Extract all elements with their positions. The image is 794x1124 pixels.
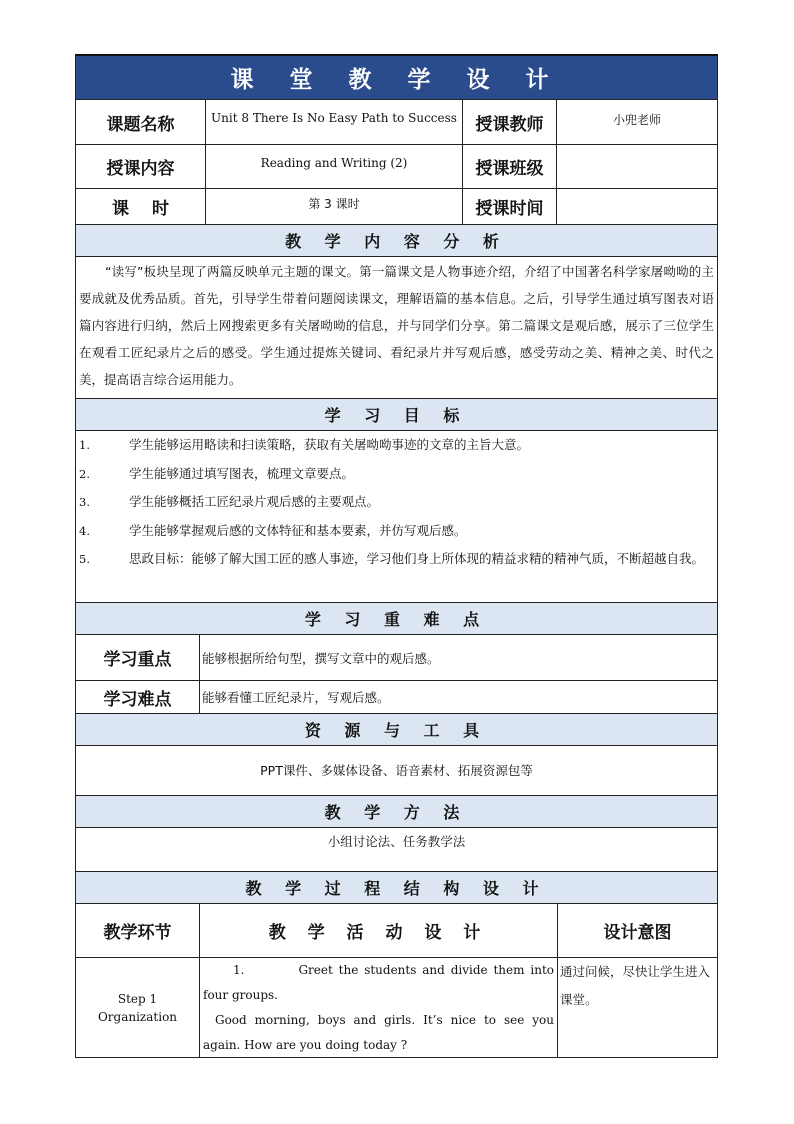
objective-number: 4. — [79, 523, 90, 538]
resources-heading: 资 源 与 工 具 — [75, 714, 718, 746]
methods-heading: 教 学 方 法 — [75, 796, 718, 828]
teacher-value: 小兜老师 — [556, 100, 717, 144]
period-value: 第 3 课时 — [205, 189, 462, 224]
objective-text: 学生能够通过填写图表，梳理文章要点。 — [129, 465, 355, 481]
objective-item — [76, 460, 717, 489]
key-point-text: 能够根据所给句型，撰写文章中的观后感。 — [199, 635, 717, 680]
time-label: 授课时间 — [462, 189, 556, 224]
info-row-content — [75, 145, 718, 189]
analysis-heading: 教 学 内 容 分 析 — [75, 225, 718, 257]
resources-text: PPT课件、多媒体设备、语音素材、拓展资源包等 — [75, 746, 718, 796]
content-value: Reading and Writing (2) — [205, 145, 462, 188]
col-activity-design: 教 学 活 动 设 计 — [199, 904, 557, 957]
activity-cell — [199, 958, 557, 1057]
objective-item — [76, 488, 717, 517]
process-step-row — [75, 958, 718, 1058]
teacher-label: 授课教师 — [462, 100, 556, 144]
objectives-section — [75, 431, 718, 603]
objective-number: 5. — [79, 552, 90, 566]
objective-item — [76, 431, 717, 460]
key-point-row — [75, 635, 718, 681]
info-row-period — [75, 189, 718, 225]
key-point-label: 学习重点 — [103, 650, 172, 670]
objective-text: 学生能够掌握观后感的文体特征和基本要素，并仿写观后感。 — [129, 522, 467, 538]
activity-item-2 — [203, 1008, 554, 1058]
methods-text: 小组讨论法、任务教学法 — [75, 828, 718, 872]
activity-line-1: Greet the students and divide them into four groups. — [203, 963, 554, 1002]
class-value — [556, 145, 717, 188]
lesson-plan-table — [75, 54, 718, 1058]
class-label: 授课班级 — [462, 145, 556, 188]
objective-text: 学生能够运用略读和扫读策略，获取有关屠呦呦事迹的文章的主旨大意。 — [129, 437, 530, 452]
document-title: 课 堂 教 学 设 计 — [75, 54, 718, 100]
analysis-text: “读写”板块呈现了两篇反映单元主题的课文。第一篇课文是人物事迹介绍，介绍了中国著名科学家屠呦呦的主要成就及优秀品质。首先，引导学生带着问题阅读课文，理解语篇的基本信息。之后，引导学生通过填写图表对语篇内容进行归纳，然后上网搜索更多有关屠呦呦的信息，并与同学们分享。第二篇课文是观后感，展示了三位学生在观看工匠纪录片之后的感受。学生通过提炼关键词、看纪录片并写观后感，感受劳动之美、精神之美、时代之美，提高语言综合运用能力。 — [79, 264, 714, 387]
step-title: Step 1 — [117, 991, 158, 1006]
process-header-row — [75, 904, 718, 958]
purpose-cell: 通过问候，尽快让学生进入课堂。 — [557, 958, 717, 1057]
objective-text: 学生能够概括工匠纪录片观后感的主要观点。 — [129, 494, 380, 509]
activity-number: 1. — [233, 963, 245, 977]
topic-label: 课题名称 — [106, 114, 175, 135]
topic-value: Unit 8 There Is No Easy Path to Success — [205, 100, 462, 144]
col-design-purpose: 设计意图 — [557, 904, 717, 957]
time-value — [556, 189, 717, 224]
objective-item — [76, 545, 717, 574]
objective-number: 1. — [79, 438, 90, 452]
difficult-point-text: 能够看懂工匠纪录片，写观后感。 — [199, 681, 717, 713]
period-label: 课 时 — [112, 199, 169, 219]
difficult-point-row — [75, 681, 718, 714]
analysis-section — [75, 257, 718, 399]
objectives-heading: 学 习 目 标 — [75, 399, 718, 431]
step-cell — [76, 958, 199, 1057]
content-label: 授课内容 — [106, 159, 175, 179]
col-teaching-stage: 教学环节 — [103, 923, 172, 943]
objective-item — [76, 517, 717, 546]
activity-line-2: Good morning, boys and girls. It’s nice to see you again. How are you doing today ? — [203, 1013, 554, 1052]
difficult-point-label: 学习难点 — [103, 689, 172, 710]
info-row-topic — [75, 100, 718, 145]
activity-item-1 — [203, 958, 554, 1008]
objective-number: 3. — [79, 495, 90, 509]
analysis-paragraph — [76, 258, 717, 393]
objective-number: 2. — [79, 466, 90, 481]
step-name: Organization — [97, 1009, 178, 1024]
process-heading: 教 学 过 程 结 构 设 计 — [75, 872, 718, 904]
keypoints-heading: 学 习 重 难 点 — [75, 603, 718, 635]
objective-text: 思政目标：能够了解大国工匠的感人事迹，学习他们身上所体现的精益求精的精神气质，不断超越自我。 — [129, 551, 705, 566]
